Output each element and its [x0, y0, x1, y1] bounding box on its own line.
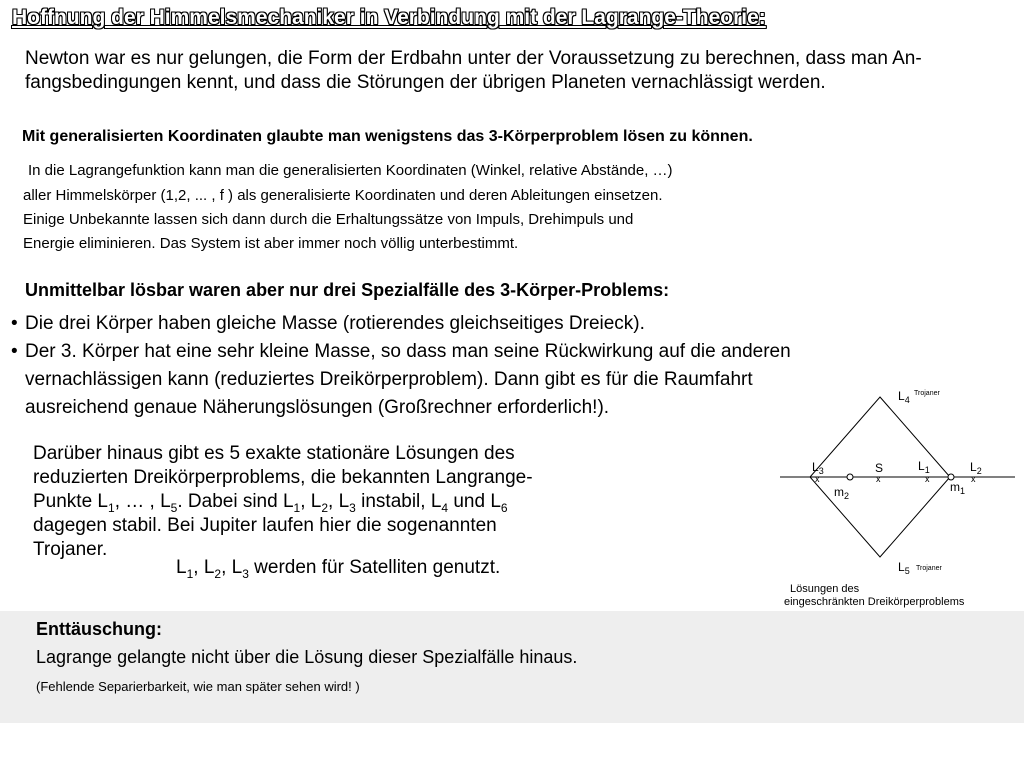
stationaer-line-3: Punkte $L_1$, … , $L_5$. Dabei sind $L_1$, $L_2$, $L_3$ instabil, $L_4$ und $L_6$ [33, 491, 508, 515]
satelliten-text: $L_1$, $L_2$, $L_3$ werden für Satelliten genutzt. [176, 557, 501, 581]
l1-label: $L_1$ [918, 459, 930, 475]
lagrange-points-diagram [770, 380, 1020, 610]
spezialfaelle-heading: Unmittelbar lösbar waren aber nur drei Spezialfälle des 3-Körper-Problems: [25, 280, 670, 300]
bullet-item-1: • Die drei Körper haben gleiche Masse (rotierendes gleichseitiges Dreieck). [11, 313, 645, 334]
lagrange-line-2: aller Himmelskörper (1,2, ... , f ) als generalisierte Koordinaten und deren Ableitungen einsetzen. [23, 187, 663, 204]
bullet-icon: • [11, 313, 18, 334]
stationaer-line-4: dagegen stabil. Bei Jupiter laufen hier die sogenannten [33, 515, 497, 536]
stationaer-paragraph [33, 442, 653, 562]
l5-label: $L_5$ [898, 560, 910, 576]
trojaner-top-label: Trojaner [914, 390, 940, 397]
bullet-item-2-line-2: vernachlässigen kann (reduziertes Dreikörperproblem). Dann gibt es für die Raumfahrt [25, 369, 753, 390]
sun-marker: x [876, 474, 881, 484]
enttaeuschung-heading: Enttäuschung: [36, 619, 162, 639]
page-title: Hoffnung der Himmelsmechaniker in Verbindung mit der Lagrange-Theorie: [12, 6, 766, 29]
enttaeuschung-text: Lagrange gelangte nicht über die Lösung dieser Spezialfälle hinaus. [36, 647, 578, 667]
enttaeuschung-box [0, 611, 1024, 723]
lagrange-line-1: In die Lagrangefunktion kann man die generalisierten Koordinaten (Winkel, relative Abstände, …) [28, 162, 673, 179]
diagram-caption-line-1: Lösungen des [790, 583, 860, 595]
newton-paragraph: Newton war es nur gelungen, die Form der Erdbahn unter der Voraussetzung zu berechnen, dass man An-fangsbedingungen kennt, und dass die Störungen der übrigen Planeten vernachlässigt werden. [25, 48, 922, 93]
l1-marker: x [925, 474, 930, 484]
l2-marker: x [971, 474, 976, 484]
l3-label: $L_3$ [812, 460, 824, 476]
stationaer-line-1: Darüber hinaus gibt es 5 exakte stationäre Lösungen des [33, 443, 515, 464]
l2-label: $L_2$ [970, 460, 982, 476]
l4-label: $L_4$ [898, 389, 910, 405]
trojaner-bottom-label: Trojaner [916, 565, 942, 572]
m2-label: $m_2$ [834, 485, 850, 501]
mass-m2-icon [847, 474, 853, 480]
bullet-item-2-line-3: ausreichend genaue Näherungslösungen (Großrechner erforderlich!). [25, 397, 610, 418]
lagrange-line-4: Energie eliminieren. Das System ist aber immer noch völlig unterbestimmt. [23, 235, 519, 252]
stationaer-line-2: reduzierten Dreikörperproblems, die bekannten Langrange- [33, 467, 533, 488]
l3-marker: x [815, 474, 820, 484]
koordinaten-heading: Mit generalisierten Koordinaten glaubte man wenigstens das 3-Körperproblem lösen zu können. [22, 128, 753, 145]
bullet-icon: • [11, 341, 18, 362]
bullet-item-2: • Der 3. Körper hat eine sehr kleine Masse, so dass man seine Rückwirkung auf die anderen [11, 341, 791, 362]
diagram-caption-line-2: eingeschränkten Dreikörperproblems [784, 596, 965, 608]
enttaeuschung-note: (Fehlende Separierbarkeit, wie man später sehen wird! ) [36, 679, 360, 694]
m1-label: $m_1$ [950, 480, 966, 496]
stationaer-line-5: Trojaner. [33, 539, 108, 560]
lagrange-line-3: Einige Unbekannte lassen sich dann durch die Erhaltungssätze von Impuls, Drehimpuls und [23, 211, 634, 228]
sun-label: S [875, 461, 884, 475]
